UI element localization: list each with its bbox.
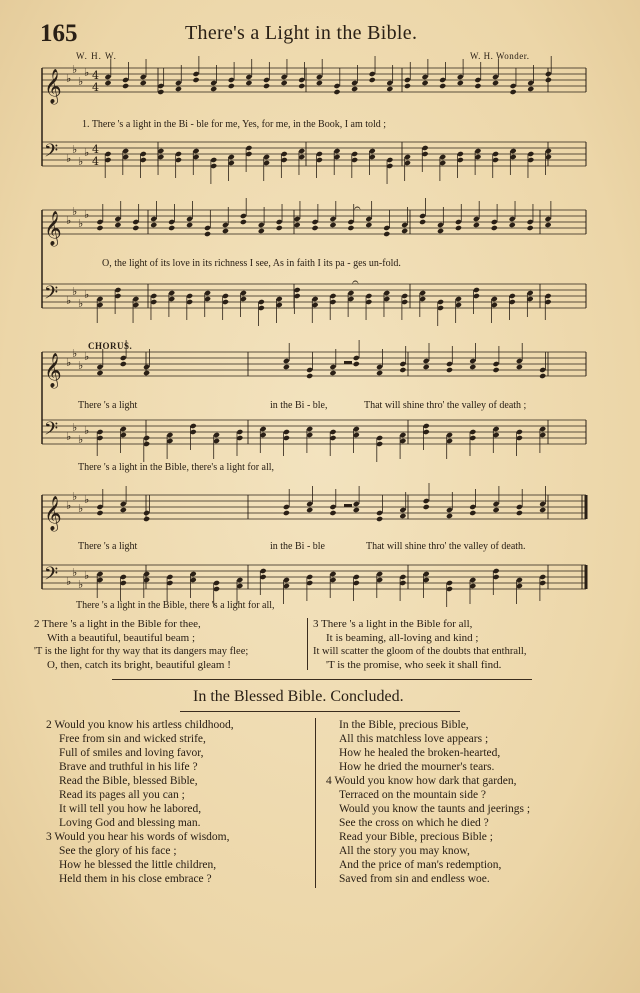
flat-icon: ♭ (72, 205, 78, 218)
flat-icon: ♭ (78, 75, 84, 88)
verse-line: 'T is the promise, who seek it shall find. (326, 658, 502, 671)
verse-line: 3 There 's a light in the Bible for all, (313, 618, 473, 630)
note-head (140, 80, 147, 86)
note-head (383, 231, 390, 237)
note-head (439, 83, 446, 89)
flat-icon: ♭ (84, 493, 90, 506)
verse-line: Full of smiles and loving favor, (59, 747, 204, 759)
note-head (457, 80, 464, 86)
bass-clef-icon: 𝄢 (44, 419, 59, 444)
note-head (210, 86, 217, 92)
note-head (316, 80, 323, 86)
hymn-title: There's a Light in the Bible. (185, 22, 418, 44)
note-head (399, 513, 406, 519)
time-signature-bottom: 4 (92, 81, 99, 94)
flat-icon: ♭ (84, 66, 90, 79)
treble-clef-icon: 𝄞 (44, 69, 62, 104)
flat-icon: ♭ (78, 297, 84, 310)
note-head (122, 83, 129, 89)
flat-icon: ♭ (72, 490, 78, 503)
note-head (120, 361, 127, 367)
note-head (510, 89, 517, 95)
verse-line: 2 There 's a light in the Bible for thee, (34, 618, 201, 630)
flat-icon: ♭ (72, 63, 78, 76)
note-head (446, 513, 453, 519)
lyric-line-2: O, the light of its love in its richness I see, As in faith I its pa - ges un-fold. (102, 258, 401, 269)
flat-icon: ♭ (78, 433, 84, 446)
flat-icon: ♭ (78, 578, 84, 591)
note-head (437, 228, 444, 234)
chorus2-lyric-a: There 's a light (78, 541, 138, 552)
rest-icon (344, 504, 352, 507)
flat-icon: ♭ (84, 424, 90, 437)
verse-line: How he blessed the little children, (59, 859, 217, 871)
verse-line: 2 Would you know his artless childhood, (46, 719, 234, 731)
verse-line: Read the Bible, blessed Bible, (59, 775, 198, 787)
rest-icon (344, 361, 352, 364)
concluded-right-column (326, 718, 530, 886)
column-divider (315, 718, 316, 888)
verse-line: See the glory of his face ; (59, 845, 177, 857)
verse-line: Would you know the taunts and jeerings ; (339, 803, 531, 815)
note-head (96, 510, 103, 516)
section-rule-bottom (180, 711, 460, 712)
note-head (245, 80, 252, 86)
note-head (455, 225, 462, 231)
note-head (401, 228, 408, 234)
note-head (545, 77, 552, 83)
note-head (306, 373, 313, 379)
flat-icon: ♭ (66, 575, 72, 588)
note-head (539, 507, 546, 513)
note-head (329, 370, 336, 376)
flat-icon: ♭ (78, 502, 84, 515)
note-head (329, 222, 336, 228)
note-head (469, 510, 476, 516)
verse-line: Held them in his close embrace ? (59, 873, 212, 885)
note-head (104, 80, 111, 86)
note-head (493, 507, 500, 513)
note-head (283, 364, 290, 370)
note-head (351, 86, 358, 92)
note-head (312, 225, 319, 231)
fermata-icon: 𝄐 (354, 201, 361, 215)
note-head (120, 507, 127, 513)
note-head (186, 222, 193, 228)
note-head (347, 225, 354, 231)
note-head (329, 510, 336, 516)
note-head (493, 367, 500, 373)
note-head (386, 86, 393, 92)
treble-clef-icon: 𝄞 (44, 353, 62, 388)
verse-3 (313, 618, 526, 672)
note-head (240, 219, 247, 225)
note-head (492, 80, 499, 86)
verse-line: All the story you may know, (339, 845, 470, 857)
note-head (491, 225, 498, 231)
note-head (423, 504, 430, 510)
verse-2 (34, 618, 248, 672)
note-head (306, 507, 313, 513)
note-head (399, 367, 406, 373)
note-head (516, 510, 523, 516)
verse-line: Loving God and blessing man. (59, 817, 201, 829)
hymn-number: 165 (40, 20, 78, 47)
verse-line: See the cross on which he died ? (339, 817, 489, 829)
verse-line: It will scatter the gloom of the doubts that enthrall, (313, 646, 527, 657)
hymn-composer: W. H. Wonder. (470, 51, 530, 61)
note-head (263, 83, 270, 89)
note-head (96, 370, 103, 376)
concluded-title: In the Blessed Bible. Concluded. (193, 688, 404, 705)
note-head (469, 364, 476, 370)
hymn-author: W. H. W. (76, 51, 117, 61)
flat-icon: ♭ (66, 214, 72, 227)
chorus1-lyric-c: That will shine thro' the valley of death ; (364, 400, 527, 411)
flat-icon: ♭ (72, 285, 78, 298)
flat-icon: ♭ (84, 208, 90, 221)
verse-line: O, then, catch its bright, beautiful gleam ! (47, 658, 231, 671)
verse-line: It will tell you how he labored, (59, 803, 202, 815)
note-head (509, 222, 516, 228)
flat-icon: ♭ (66, 356, 72, 369)
note-head (193, 77, 200, 83)
flat-icon: ♭ (84, 350, 90, 363)
note-head (404, 83, 411, 89)
lyric-line-1: 1. There 's a light in the Bi - ble for me, Yes, for me, in the Book, I am told ; (82, 119, 387, 130)
verse-line: And the price of man's redemption, (339, 859, 502, 871)
note-head (365, 222, 372, 228)
note-head (545, 222, 552, 228)
verse-line: Read its pages all you can ; (59, 789, 185, 801)
verse-line: 4 Would you know how dark that garden, (326, 775, 517, 787)
flat-icon: ♭ (78, 217, 84, 230)
time-signature-top: 4 (92, 69, 99, 82)
note-head (132, 225, 139, 231)
verse-line: Terraced on the mountain side ? (339, 789, 487, 801)
note-head (281, 80, 288, 86)
section-rule-top (112, 679, 532, 680)
flat-icon: ♭ (72, 421, 78, 434)
bass-clef-icon: 𝄢 (44, 283, 59, 308)
note-head (369, 77, 376, 83)
verse-divider (307, 618, 308, 670)
flat-icon: ♭ (78, 359, 84, 372)
note-head (168, 225, 175, 231)
note-head (376, 370, 383, 376)
note-head (96, 225, 103, 231)
note-head (516, 364, 523, 370)
treble-clef-icon: 𝄞 (44, 211, 62, 246)
note-head (143, 370, 150, 376)
chorus1-lyric-b: in the Bi - ble, (270, 400, 328, 411)
note-head (353, 507, 360, 513)
verse-line: Saved from sin and endless woe. (339, 873, 490, 885)
chorus-label: CHORUS. (88, 341, 133, 351)
note-head (446, 367, 453, 373)
flat-icon: ♭ (78, 155, 84, 168)
note-head (333, 89, 340, 95)
note-head (222, 228, 229, 234)
note-head (474, 83, 481, 89)
note-head (228, 83, 235, 89)
verse-line: All this matchless love appears ; (339, 733, 489, 745)
bass-clef-icon: 𝄢 (44, 564, 59, 589)
note-head (298, 83, 305, 89)
time-signature-top: 4 (92, 143, 99, 156)
verse-line: How he dried the mourner's tears. (339, 761, 495, 773)
flat-icon: ♭ (66, 430, 72, 443)
verse-line: 'T is the light for thy way that its dangers may flee; (34, 646, 249, 657)
note-head (294, 222, 301, 228)
note-head (527, 225, 534, 231)
chorus1-lyric-a: There 's a light (78, 400, 138, 411)
note-head (143, 516, 150, 522)
note-head (150, 222, 157, 228)
verse-line: It is beaming, all-loving and kind ; (326, 631, 479, 644)
verse-line: Read your Bible, precious Bible ; (339, 831, 493, 843)
note-head (283, 510, 290, 516)
chorus2-bass-lyric: There 's a light in the Bible, there 's a light for all, (76, 600, 275, 611)
flat-icon: ♭ (66, 152, 72, 165)
chorus2-lyric-c: That will shine thro' the valley of death. (366, 541, 526, 552)
verse-line: With a beautiful, beautiful beam ; (47, 631, 196, 644)
note-head (539, 373, 546, 379)
note-head (473, 222, 480, 228)
note-head (422, 80, 429, 86)
verse-line: 3 Would you hear his words of wisdom, (46, 831, 230, 843)
note-head (376, 516, 383, 522)
chorus1-bass-lyric: There 's a light in the Bible, there's a light for all, (78, 462, 275, 473)
flat-icon: ♭ (84, 146, 90, 159)
verse-line: How he healed the broken-hearted, (339, 747, 501, 759)
flat-icon: ♭ (84, 569, 90, 582)
flat-icon: ♭ (66, 294, 72, 307)
note-head (419, 219, 426, 225)
note-head (353, 361, 360, 367)
flat-icon: ♭ (66, 499, 72, 512)
verse-line: In the Bible, precious Bible, (339, 719, 469, 731)
note-head (204, 231, 211, 237)
note-head (258, 228, 265, 234)
time-signature-bottom: 4 (92, 155, 99, 168)
note-head (527, 86, 534, 92)
flat-icon: ♭ (84, 288, 90, 301)
note-head (423, 364, 430, 370)
flat-icon: ♭ (72, 566, 78, 579)
bass-clef-icon: 𝄢 (44, 141, 59, 166)
verse-line: Free from sin and wicked strife, (59, 733, 206, 745)
verse-line: Brave and truthful in his life ? (59, 761, 198, 773)
note-head (276, 225, 283, 231)
fermata-icon: 𝄐 (352, 275, 359, 289)
note-head (114, 222, 121, 228)
note-head (175, 86, 182, 92)
concluded-left-column (46, 718, 234, 886)
flat-icon: ♭ (66, 72, 72, 85)
flat-icon: ♭ (72, 143, 78, 156)
chorus2-lyric-b: in the Bi - ble (270, 541, 325, 552)
treble-clef-icon: 𝄞 (44, 496, 62, 531)
flat-icon: ♭ (72, 347, 78, 360)
